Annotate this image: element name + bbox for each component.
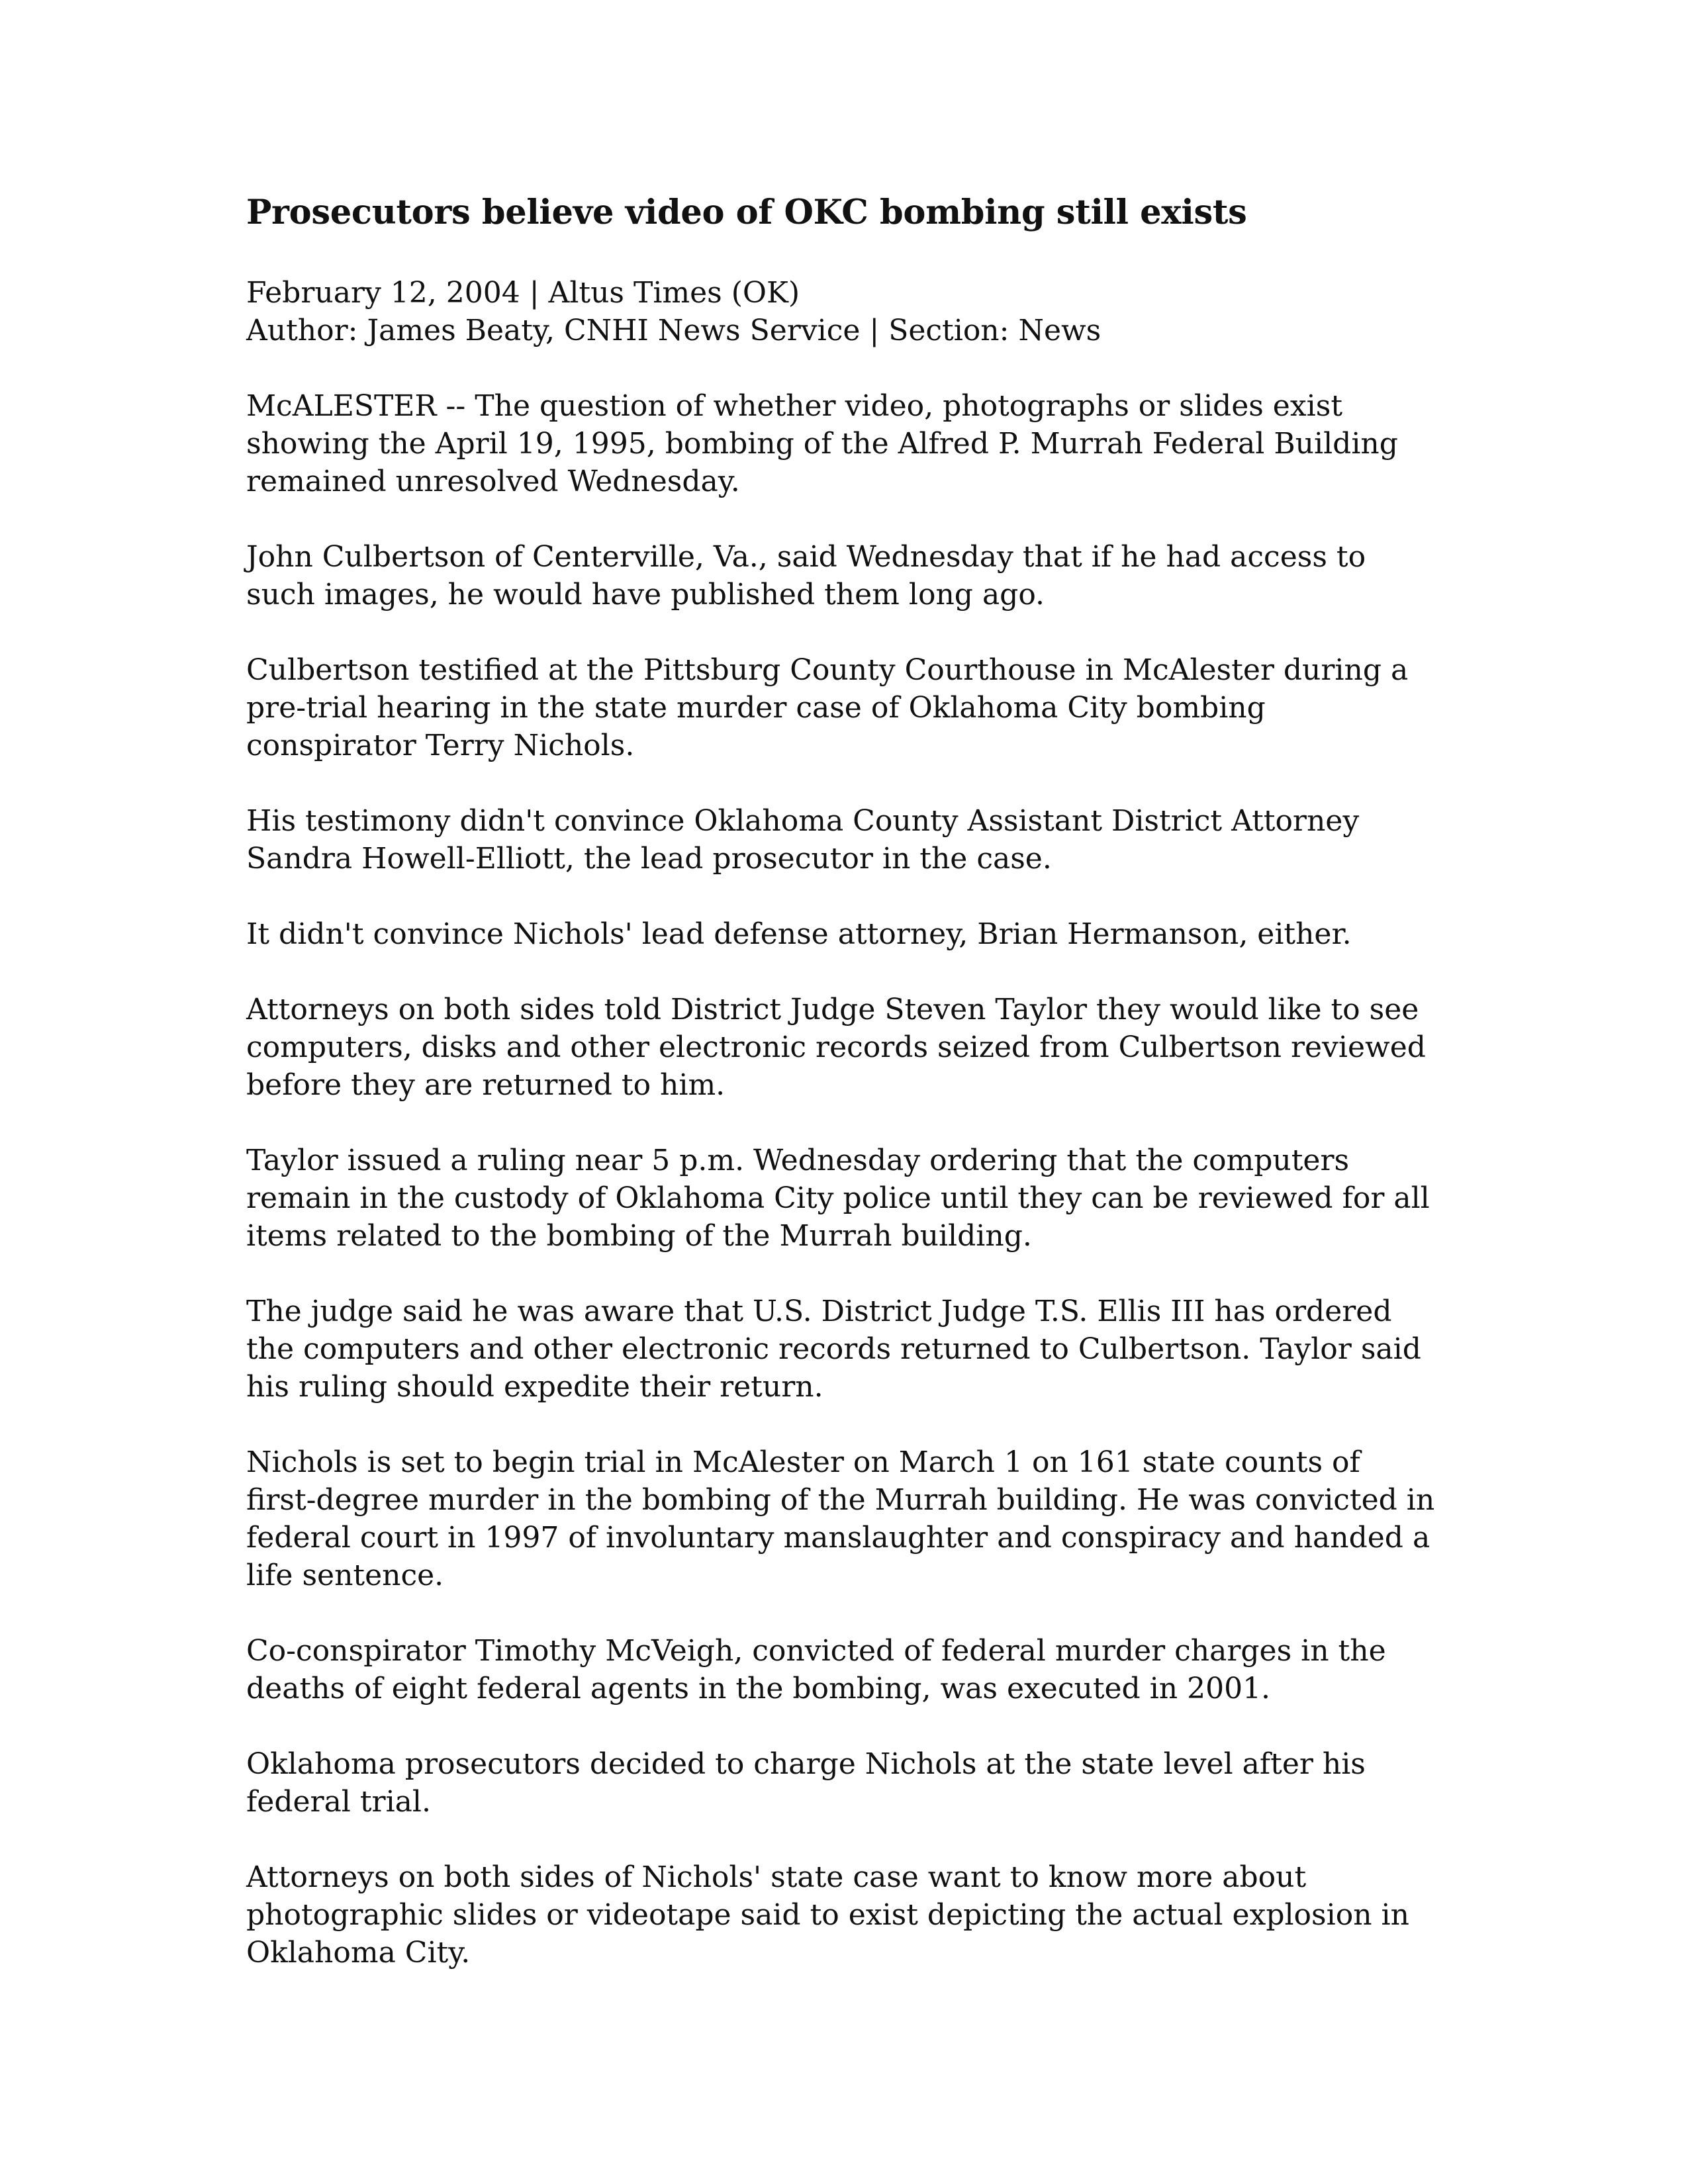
article-paragraph: Nichols is set to begin trial in McAlester on March 1 on 161 state counts of first-degree murder in the bombing of the Murrah building. He was convicted in federal court in 1997 of involuntary manslaughter and conspiracy and handed a life sentence. (246, 1445, 1435, 1592)
article-paragraph: Oklahoma prosecutors decided to charge Nichols at the state level after his federal trial. (246, 1747, 1366, 1819)
article (246, 192, 1438, 2009)
article-paragraph: It didn't convince Nichols' lead defense attorney, Brian Hermanson, either. (246, 917, 1352, 951)
article-paragraph: McALESTER -- The question of whether video, photographs or slides exist showing the April 19, 1995, bombing of the Alfred P. Murrah Federal Building remained unresolved Wednesday. (246, 388, 1398, 498)
article-headline: Prosecutors believe video of OKC bombing still exists (246, 193, 1247, 232)
article-paragraph: Taylor issued a ruling near 5 p.m. Wednesday ordering that the computers remain in the custody of Oklahoma City police until they can be reviewed for all items related to the bombing of the Murrah building. (246, 1143, 1430, 1253)
article-paragraph: John Culbertson of Centerville, Va., said Wednesday that if he had access to such images, he would have published them long ago. (246, 539, 1366, 612)
article-paragraph: Co-conspirator Timothy McVeigh, convicted of federal murder charges in the deaths of eight federal agents in the bombing, was executed in 2001. (246, 1633, 1386, 1706)
article-body (246, 387, 1438, 1972)
article-paragraph: Culbertson testified at the Pittsburg County Courthouse in McAlester during a pre-trial hearing in the state murder case of Oklahoma City bombing conspirator Terry Nichols. (246, 653, 1409, 762)
article-meta (246, 274, 1438, 349)
article-paragraph: The judge said he was aware that U.S. District Judge T.S. Ellis III has ordered the computers and other electronic records returned to Culbertson. Taylor said his ruling should expedite their return. (246, 1294, 1421, 1404)
article-byline: Author: James Beaty, CNHI News Service | Section: News (246, 313, 1102, 347)
article-paragraph: His testimony didn't convince Oklahoma County Assistant District Attorney Sandra Howell-Elliott, the lead prosecutor in the case. (246, 803, 1360, 876)
article-dateline: February 12, 2004 | Altus Times (OK) (246, 275, 800, 310)
article-paragraph: Attorneys on both sides of Nichols' state case want to know more about photographic slides or videotape said to exist depicting the actual explosion in Oklahoma City. (246, 1860, 1409, 1970)
article-paragraph: Attorneys on both sides told District Judge Steven Taylor they would like to see computers, disks and other electronic records seized from Culbertson reviewed before they are returned to him. (246, 992, 1426, 1102)
